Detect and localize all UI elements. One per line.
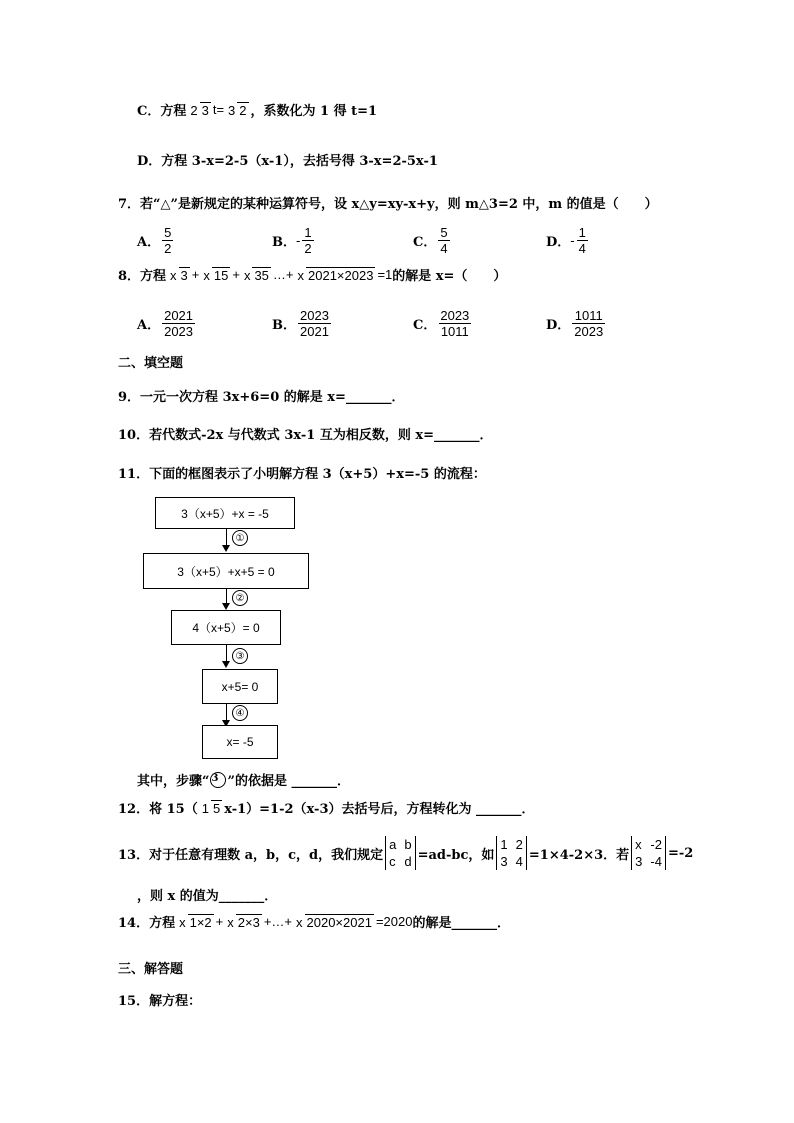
fraction [296,267,376,283]
question-text: 7．若“△”是新规定的某种运算符号，设 x△y=xy-x+y，则 m△3=2 中，m 的值是（ ） [118,197,658,212]
q11-stem [118,463,486,482]
question-prefix: 8．方程 [118,269,167,284]
ellipsis: +…+ [263,914,292,929]
fraction [226,102,248,118]
fraction [572,308,605,339]
denominator: 5 [212,800,221,816]
q7-option-b [272,225,316,256]
option-label: B． [272,318,296,333]
q11-ask [137,770,350,789]
numerator: 2023 [440,308,470,323]
denominator: 1×2 [189,914,212,930]
det-cell: -4 [650,854,662,869]
step-1-badge: ① [232,530,248,546]
question-text: 15．解方程： [118,994,202,1009]
q10 [118,424,493,443]
step-3-badge: ③ [232,648,248,664]
option-label: C． [413,235,437,250]
flow-arrow [226,588,227,604]
numerator: 1011 [574,308,603,323]
numerator: x [297,267,304,283]
question-text: ，则 x 的值为_______． [137,889,278,904]
flow-box-2: 3（x+5）+x+5 = 0 [143,553,309,589]
equals-one: =1 [377,267,393,282]
fraction [577,225,588,256]
q8-option-d [546,308,607,339]
ask-suffix: ”的依据是 _______． [227,774,350,789]
det-cell: c [389,854,396,869]
question-text: 9．一元一次方程 3x+6=0 的解是 x=_______． [118,390,405,405]
numerator: x [243,267,251,283]
plus-sign: + [232,267,240,282]
option-label: B． [272,235,296,250]
section-title: 二、填空题 [118,356,184,371]
fraction [302,225,313,256]
question-prefix: 14．方程 [118,916,176,931]
option-label: A． [137,235,161,250]
section-title: 三、解答题 [118,962,184,977]
det-cell: a [389,837,397,852]
q6-option-c [137,100,377,119]
determinant [631,836,666,870]
q8-option-c [413,308,473,339]
q15 [118,990,201,1009]
denominator: 4 [578,241,586,256]
option-text: D．方程 3-x=2-5（x-1），去括号得 3-x=2-5x-1 [137,154,438,169]
denominator: 15 [213,267,229,283]
option-sign: - [296,233,301,248]
det-cell: 1 [500,837,508,852]
question-suffix: 的解是_______． [412,916,510,931]
question-prefix: 12．将 15（ [118,802,198,817]
denominator: 2 [304,241,312,256]
fraction [177,914,214,930]
numerator: 3 [228,102,236,118]
det-cell: 4 [515,854,523,869]
fraction [294,914,374,930]
definition-text: =ad-bc，如 [417,847,495,863]
det-cell: 2 [515,837,523,852]
arrow-down-icon [222,545,230,552]
numerator: 1 [304,225,312,240]
option-label: C．方程 [137,104,187,119]
flow-arrow [226,644,227,662]
option-label: D． [546,235,571,250]
ellipsis: …+ [272,267,294,282]
question-suffix: 的解是 x=（ ） [392,269,507,284]
fraction [168,267,190,283]
flow-box-4: x+5= 0 [202,669,278,704]
fraction [298,308,331,339]
q13-line2 [137,885,277,904]
q8-option-b [272,308,333,339]
numerator: 1 [578,225,586,240]
numerator: x [296,914,303,930]
q8-stem [118,265,506,284]
flow-box-1: 3（x+5）+x = -5 [155,497,295,529]
denominator: 2 [164,241,172,256]
arrow-down-icon [222,661,230,668]
option-label: A． [137,318,161,333]
q7-stem [118,193,658,212]
plus-sign: + [215,914,224,929]
q6-option-d [137,150,438,169]
denominator: 2021 [300,324,329,339]
q12 [118,798,535,817]
equals-value: =-2 [667,845,694,861]
ask-prefix: 其中，步骤“ [137,774,210,789]
option-label: D． [546,318,571,333]
step-2-badge: ② [232,590,248,606]
fraction [188,102,210,118]
numerator: x [203,267,210,283]
fraction [162,225,173,256]
q9 [118,386,404,405]
flow-arrow [226,528,227,546]
numerator: 2 [190,102,198,118]
fraction [438,308,471,339]
equation-middle: t= [212,102,225,117]
denominator: 2020×2021 [306,914,372,930]
fraction [200,800,222,816]
determinant [385,836,415,870]
numerator: x [227,914,234,930]
det-cell: 3 [500,854,508,869]
q7-option-a [137,225,175,256]
det-cell: x [635,837,642,852]
denominator: 2023 [574,324,604,339]
numerator: 1 [201,800,209,816]
numerator: x [170,267,177,283]
denominator: 3 [201,102,209,118]
question-text: 10．若代数式-2x 与代数式 3x-1 互为相反数，则 x=_______． [118,428,493,443]
fraction [242,267,271,283]
det-cell: d [404,854,412,869]
option-tail: ，系数化为 1 得 t=1 [250,104,378,119]
q7-option-d [546,225,590,256]
numerator: 2023 [300,308,329,323]
equals-value: =2020 [375,914,413,929]
denominator: 3 [180,267,188,283]
det-cell: 3 [635,854,643,869]
section-heading-solve [118,958,183,977]
denominator: 35 [254,267,269,283]
q7-option-c [413,225,452,256]
plus-sign: + [191,267,200,282]
option-sign: - [570,233,575,248]
fraction [225,914,262,930]
numerator: 5 [164,225,172,240]
question-text: 11．下面的框图表示了小明解方程 3（x+5）+x=-5 的流程： [118,467,486,482]
step-3-circle: 3 [210,772,226,788]
arrow-down-icon [222,603,230,610]
det-cell: b [404,837,412,852]
det-cell: -2 [650,837,662,852]
denominator: 2×3 [237,914,260,930]
question-suffix: x-1）=1-2（x-3）去括号后，方程转化为 _______． [224,802,535,817]
flow-arrow [226,703,227,721]
denominator: 1011 [440,324,469,339]
flow-box-5: x= -5 [202,725,278,759]
example-text: =1×4-2×3．若 [528,847,630,863]
q8-option-a [137,308,197,339]
denominator: 2023 [164,324,194,339]
fraction [162,308,195,339]
numerator: x [179,914,186,930]
option-label: C． [413,318,437,333]
section-heading-fill-in [118,352,183,371]
determinant [496,836,526,870]
denominator: 4 [440,241,448,256]
denominator: 2021×2023 [308,267,374,283]
flow-box-3: 4（x+5）= 0 [171,610,281,645]
denominator: 2 [239,102,247,118]
fraction [438,225,449,256]
question-prefix: 13．对于任意有理数 a，b，c，d，我们规定 [118,847,384,863]
numerator: 5 [440,225,448,240]
q14 [118,912,510,931]
step-4-badge: ④ [232,705,248,721]
q13 [118,836,693,870]
numerator: 2021 [164,308,194,323]
fraction [201,267,230,283]
